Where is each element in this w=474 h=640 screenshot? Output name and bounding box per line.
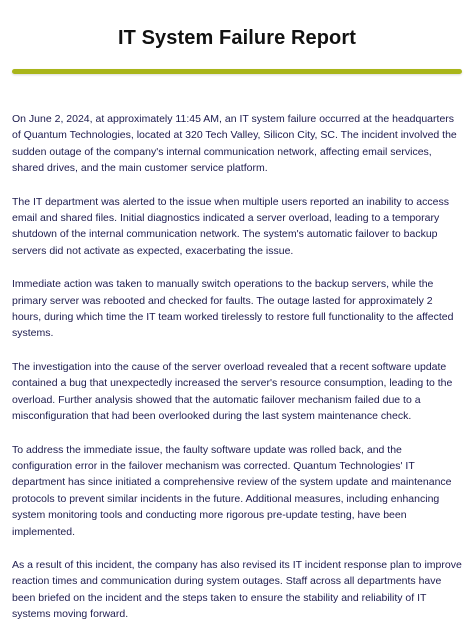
paragraph-remediation: To address the immediate issue, the faulty software update was rolled back, and the configuration error in the failover mechanism was corrected. Quantum Technologies' IT department has since initiated a comprehensive review of the system update and maintenance protocols to prevent similar incidents in the future. Additional measures, including enhancing system monitoring tools and conducting more rigorous pre-update testing, have been implemented. bbox=[12, 443, 452, 538]
paragraph-outcome: As a result of this incident, the company has also revised its IT incident response plan to improve reaction times and communication during system outages. Staff across all departments have been briefed on the incident and the steps taken to ensure the stability and reliability of IT systems moving forward. bbox=[12, 558, 462, 621]
paragraph-detection: The IT department was alerted to the issue when multiple users reported an inability to access email and shared files. Initial diagnostics indicated a server overload, leading to a temporary shutdown of the internal communication network. The system's automatic failover to backup servers did not activate as expected, exacerbating the issue. bbox=[12, 195, 449, 257]
paragraph-investigation: The investigation into the cause of the server overload revealed that a recent software update contained a bug that unexpectedly increased the server's resource consumption, leading to the overload. Further analysis showed that the automatic failover mechanism failed due to a misconfiguration that had been overlooked during the last system maintenance check. bbox=[12, 360, 453, 423]
paragraph-incident-summary: On June 2, 2024, at approximately 11:45 AM, an IT system failure occurred at the headquarters of Quantum Technologies, located at 320 Tech Valley, Silicon City, SC. The incident involved the sudden outage of the company's internal communication network, affecting email services, shared drives, and the main customer service platform. bbox=[12, 113, 457, 175]
report-body bbox=[12, 111, 462, 640]
paragraph-immediate-action: Immediate action was taken to manually switch operations to the backup servers, while the primary server was rebooted and checked for faults. The outage lasted for approximately 2 hours, during which time the IT team worked tirelessly to restore full functionality to the affected systems. bbox=[12, 278, 454, 340]
report-title: IT System Failure Report bbox=[117, 27, 356, 49]
title-divider bbox=[12, 69, 462, 74]
